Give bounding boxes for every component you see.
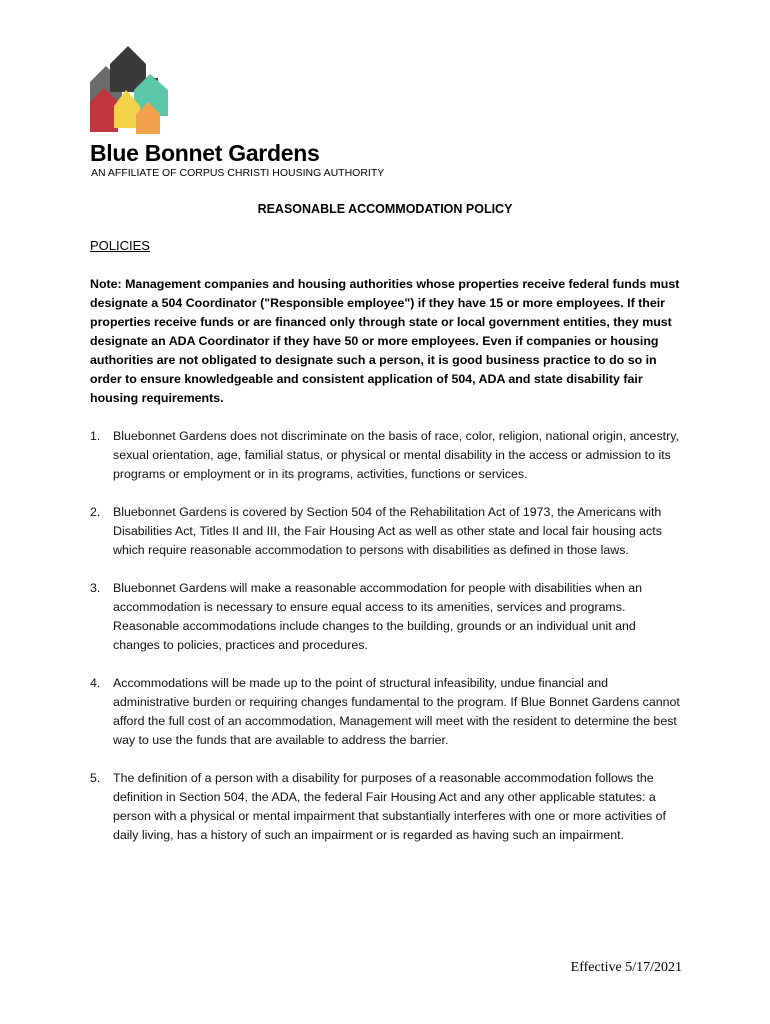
- policy-number: 3.: [90, 581, 101, 595]
- policy-item-4: [90, 674, 680, 750]
- organization-name: Blue Bonnet Gardens: [90, 140, 320, 166]
- note-paragraph: Note: Management companies and housing authorities whose properties receive federal funds must designate a 504 Coordinator ("Responsible employee") if they have 15 or more employees. If their properties receive funds or are financed only through state or local government entities, they must designate an ADA Coordinator if they have 50 or more employees. Even if companies or housing authorities are not obligated to designate such a person, it is good business practice to do so in order to ensure knowledgeable and consistent application of 504, ADA and state disability fair housing requirements.: [90, 277, 680, 405]
- policy-number: 4.: [90, 676, 101, 690]
- policy-text: Bluebonnet Gardens is covered by Section 504 of the Rehabilitation Act of 1973, the Americans with Disabilities Act, Titles II and III, the Fair Housing Act as well as other state and local fair housing acts which require reasonable accommodation to persons with disabilities as defined in those laws.: [113, 505, 662, 557]
- document-title: REASONABLE ACCOMMODATION POLICY: [257, 202, 513, 216]
- policy-list: [90, 427, 680, 864]
- policy-text: The definition of a person with a disability for purposes of a reasonable accommodation follows the definition in Section 504, the ADA, the federal Fair Housing Act and any other applicable statutes: a person with a physical or mental impairment that substantially interferes with one or more activities of daily living, has a history of such an impairment or is regarded as having such an impairment.: [113, 771, 667, 842]
- policy-number: 5.: [90, 771, 101, 785]
- policy-item-3: [90, 579, 680, 655]
- section-heading-policies: POLICIES: [90, 238, 150, 253]
- policy-number: 2.: [90, 505, 101, 519]
- effective-date: Effective 5/17/2021: [570, 960, 682, 975]
- policy-text: Bluebonnet Gardens will make a reasonable accommodation for people with disabilities when an accommodation is necessary to ensure equal access to its amenities, services and programs. Reasonable accommodations include changes to the building, grounds or an individual unit and changes to policies, practices and procedures.: [113, 581, 642, 652]
- houses-logo-icon: [88, 44, 172, 136]
- policy-item-2: [90, 503, 680, 560]
- policy-text: Accommodations will be made up to the point of structural infeasibility, undue financial and administrative burden or requiring changes fundamental to the program. If Blue Bonnet Gardens cannot afford the full cost of an accommodation, Management will meet with the resident to determine the best way to use the funds that are available to address the barrier.: [113, 676, 680, 747]
- policy-item-1: [90, 427, 680, 484]
- affiliate-line: AN AFFILIATE OF CORPUS CHRISTI HOUSING AUTHORITY: [91, 167, 385, 179]
- policy-text: Bluebonnet Gardens does not discriminate on the basis of race, color, religion, national origin, ancestry, sexual orientation, age, familial status, or physical or mental disability in the access or admission to its programs or employment or in its programs, activities, functions or services.: [113, 429, 679, 481]
- policy-number: 1.: [90, 429, 101, 443]
- policy-item-5: [90, 769, 680, 845]
